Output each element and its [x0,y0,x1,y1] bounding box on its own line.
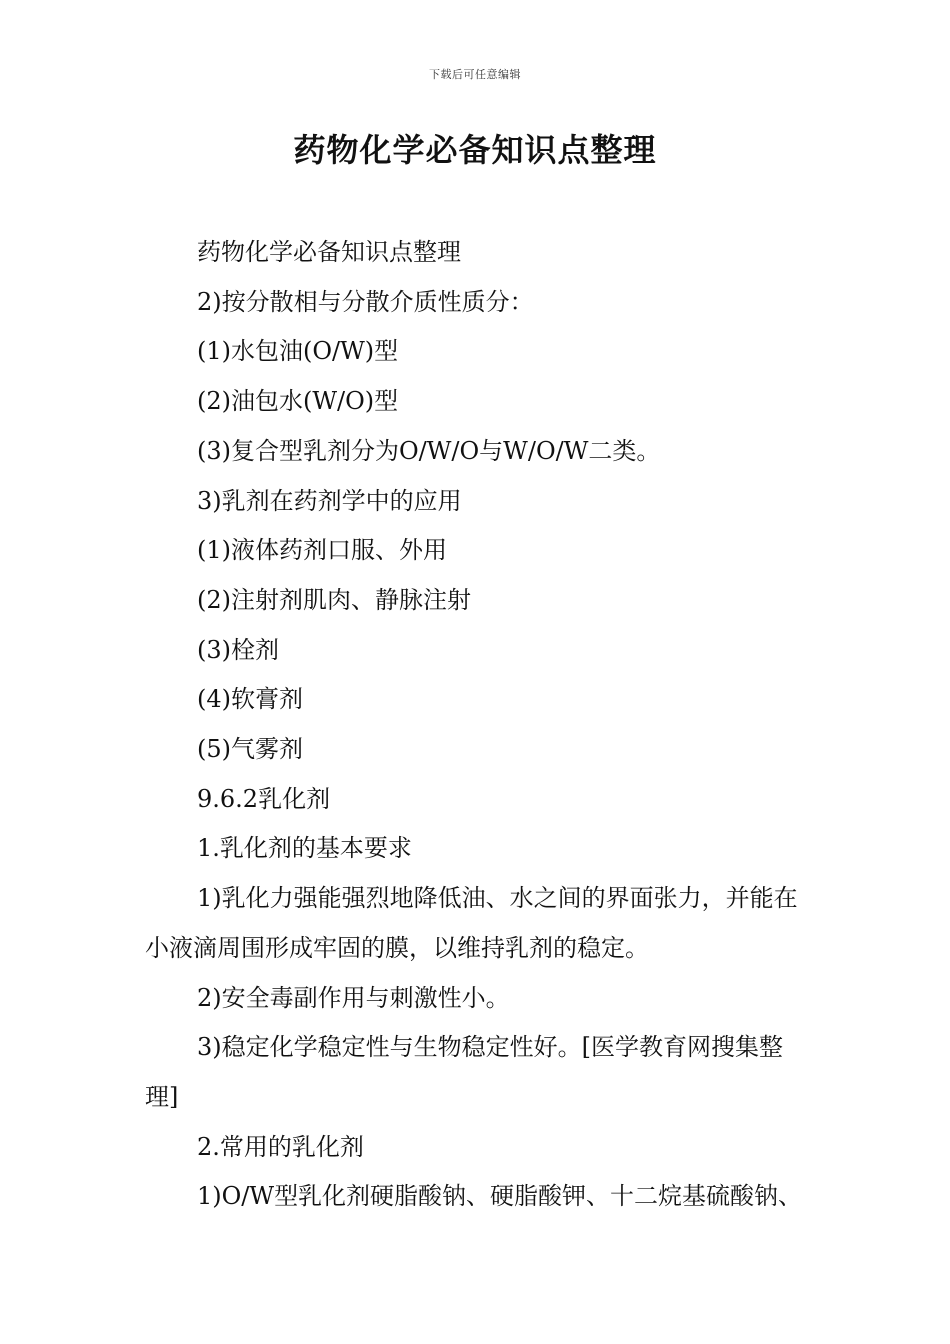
paragraph: 1)乳化力强能强烈地降低油、水之间的界面张力，并能在小液滴周围形成牢固的膜，以维持乳剂的稳定。 [145,884,798,962]
paragraph: 1.乳化剂的基本要求 [197,834,412,863]
paragraph: 药物化学必备知识点整理 [197,238,461,266]
paragraph: (2)油包水(W/O)型 [197,387,399,416]
paragraph: 3)乳剂在药剂学中的应用 [197,486,462,515]
paragraph: 1)O/W型乳化剂硬脂酸钠、硬脂酸钾、十二烷基硫酸钠、 [197,1182,803,1211]
document-title: 药物化学必备知识点整理 [293,131,657,169]
header-note: 下载后可任意编辑 [429,68,521,81]
paragraph: (2)注射剂肌肉、静脉注射 [197,585,471,614]
paragraph: 2.常用的乳化剂 [197,1132,364,1161]
paragraph: 2)安全毒副作用与刺激性小。 [197,983,510,1012]
paragraph: (1)液体药剂口服、外用 [197,536,447,565]
paragraph: (1)水包油(O/W)型 [197,337,399,366]
paragraph: (4)软膏剂 [197,685,303,714]
paragraph: 3)稳定化学稳定性与生物稳定性好。[医学教育网搜集整理] [145,1033,783,1111]
paragraph: (3)栓剂 [197,635,279,664]
document-body [145,228,810,1222]
paragraph: (5)气雾剂 [197,735,303,764]
paragraph: (3)复合型乳剂分为O/W/O与W/O/W二类。 [197,436,661,465]
paragraph: 9.6.2乳化剂 [197,784,331,813]
paragraph: 2)按分散相与分散介质性质分： [197,287,534,316]
